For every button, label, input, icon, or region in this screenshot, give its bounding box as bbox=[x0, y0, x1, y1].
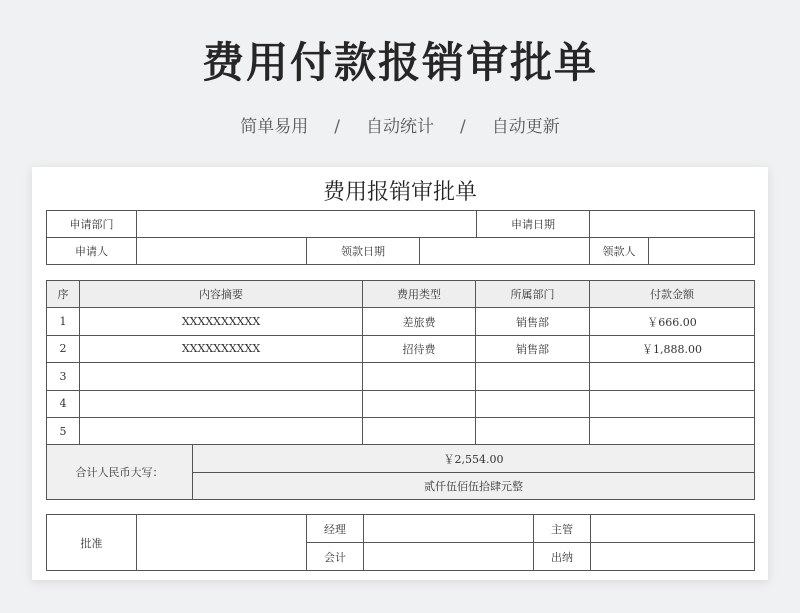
row-amount[interactable] bbox=[590, 363, 755, 390]
form-title: 费用报销审批单 bbox=[322, 180, 477, 205]
row-dept[interactable] bbox=[476, 417, 590, 444]
row-summary[interactable]: XXXXXXXXXX bbox=[80, 308, 363, 335]
row-amount[interactable] bbox=[590, 390, 755, 417]
col-header-amount: 付款金额 bbox=[590, 281, 755, 308]
payee-cell bbox=[590, 238, 755, 265]
row-amount[interactable] bbox=[590, 417, 755, 444]
total-label: 合计人民币大写： bbox=[47, 445, 193, 500]
receive-date-label: 领款日期 bbox=[307, 238, 420, 265]
table-row bbox=[47, 335, 755, 362]
row-type[interactable] bbox=[363, 390, 476, 417]
approve-signature-field[interactable] bbox=[137, 515, 307, 571]
col-header-dept: 所属部门 bbox=[476, 281, 590, 308]
tag-separator: / bbox=[460, 117, 466, 137]
row-summary[interactable] bbox=[80, 417, 363, 444]
table-row bbox=[47, 390, 755, 417]
row-no: 4 bbox=[47, 390, 80, 417]
table-row bbox=[47, 417, 755, 444]
col-header-no: 序 bbox=[47, 281, 80, 308]
applicant-label: 申请人 bbox=[47, 238, 137, 265]
row-type[interactable] bbox=[363, 417, 476, 444]
supervisor-signature-field[interactable] bbox=[591, 515, 755, 543]
cashier-label: 出纳 bbox=[534, 543, 591, 571]
row-dept[interactable] bbox=[476, 390, 590, 417]
row-type[interactable] bbox=[363, 363, 476, 390]
payee-field[interactable] bbox=[649, 238, 754, 264]
feature-tagline bbox=[0, 112, 800, 137]
approval-table bbox=[46, 514, 755, 571]
total-amount-words: 贰仟伍佰伍拾肆元整 bbox=[193, 472, 755, 499]
col-header-type: 费用类型 bbox=[363, 281, 476, 308]
tag-auto-update: 自动更新 bbox=[491, 117, 560, 137]
approve-label: 批准 bbox=[47, 515, 137, 571]
table-header-row bbox=[47, 281, 755, 308]
expense-items-table bbox=[46, 280, 755, 500]
col-header-summary: 内容摘要 bbox=[80, 281, 363, 308]
cashier-signature-field[interactable] bbox=[591, 543, 755, 571]
manager-signature-field[interactable] bbox=[364, 515, 534, 543]
row-no: 2 bbox=[47, 335, 80, 362]
row-type[interactable]: 差旅费 bbox=[363, 308, 476, 335]
row-dept[interactable] bbox=[476, 363, 590, 390]
total-amount: ￥2,554.00 bbox=[193, 445, 755, 472]
receive-date-field[interactable] bbox=[420, 238, 590, 265]
applicant-info-table bbox=[46, 210, 755, 265]
supervisor-label: 主管 bbox=[534, 515, 591, 543]
row-type[interactable]: 招待费 bbox=[363, 335, 476, 362]
row-amount[interactable]: ￥666.00 bbox=[590, 308, 755, 335]
row-summary[interactable]: XXXXXXXXXX bbox=[80, 335, 363, 362]
row-dept[interactable]: 销售部 bbox=[476, 308, 590, 335]
dept-field[interactable] bbox=[137, 211, 477, 238]
tag-easy: 简单易用 bbox=[240, 117, 309, 137]
payee-label: 领款人 bbox=[590, 238, 649, 264]
table-row bbox=[47, 363, 755, 390]
apply-date-field[interactable] bbox=[590, 211, 755, 238]
accountant-signature-field[interactable] bbox=[364, 543, 534, 571]
form-sheet bbox=[32, 167, 768, 580]
accountant-label: 会计 bbox=[307, 543, 364, 571]
dept-label: 申请部门 bbox=[47, 211, 137, 238]
tag-auto-stat: 自动统计 bbox=[366, 117, 434, 137]
row-no: 5 bbox=[47, 417, 80, 444]
manager-label: 经理 bbox=[307, 515, 364, 543]
row-no: 3 bbox=[47, 363, 80, 390]
row-dept[interactable]: 销售部 bbox=[476, 335, 590, 362]
total-row bbox=[47, 445, 755, 472]
row-no: 1 bbox=[47, 308, 80, 335]
tag-separator: / bbox=[334, 117, 340, 137]
page-title: 费用付款报销审批单 bbox=[201, 38, 598, 87]
apply-date-label: 申请日期 bbox=[477, 211, 590, 238]
table-row bbox=[47, 308, 755, 335]
applicant-field[interactable] bbox=[137, 238, 307, 265]
row-summary[interactable] bbox=[80, 363, 363, 390]
row-summary[interactable] bbox=[80, 390, 363, 417]
row-amount[interactable]: ￥1,888.00 bbox=[590, 335, 755, 362]
